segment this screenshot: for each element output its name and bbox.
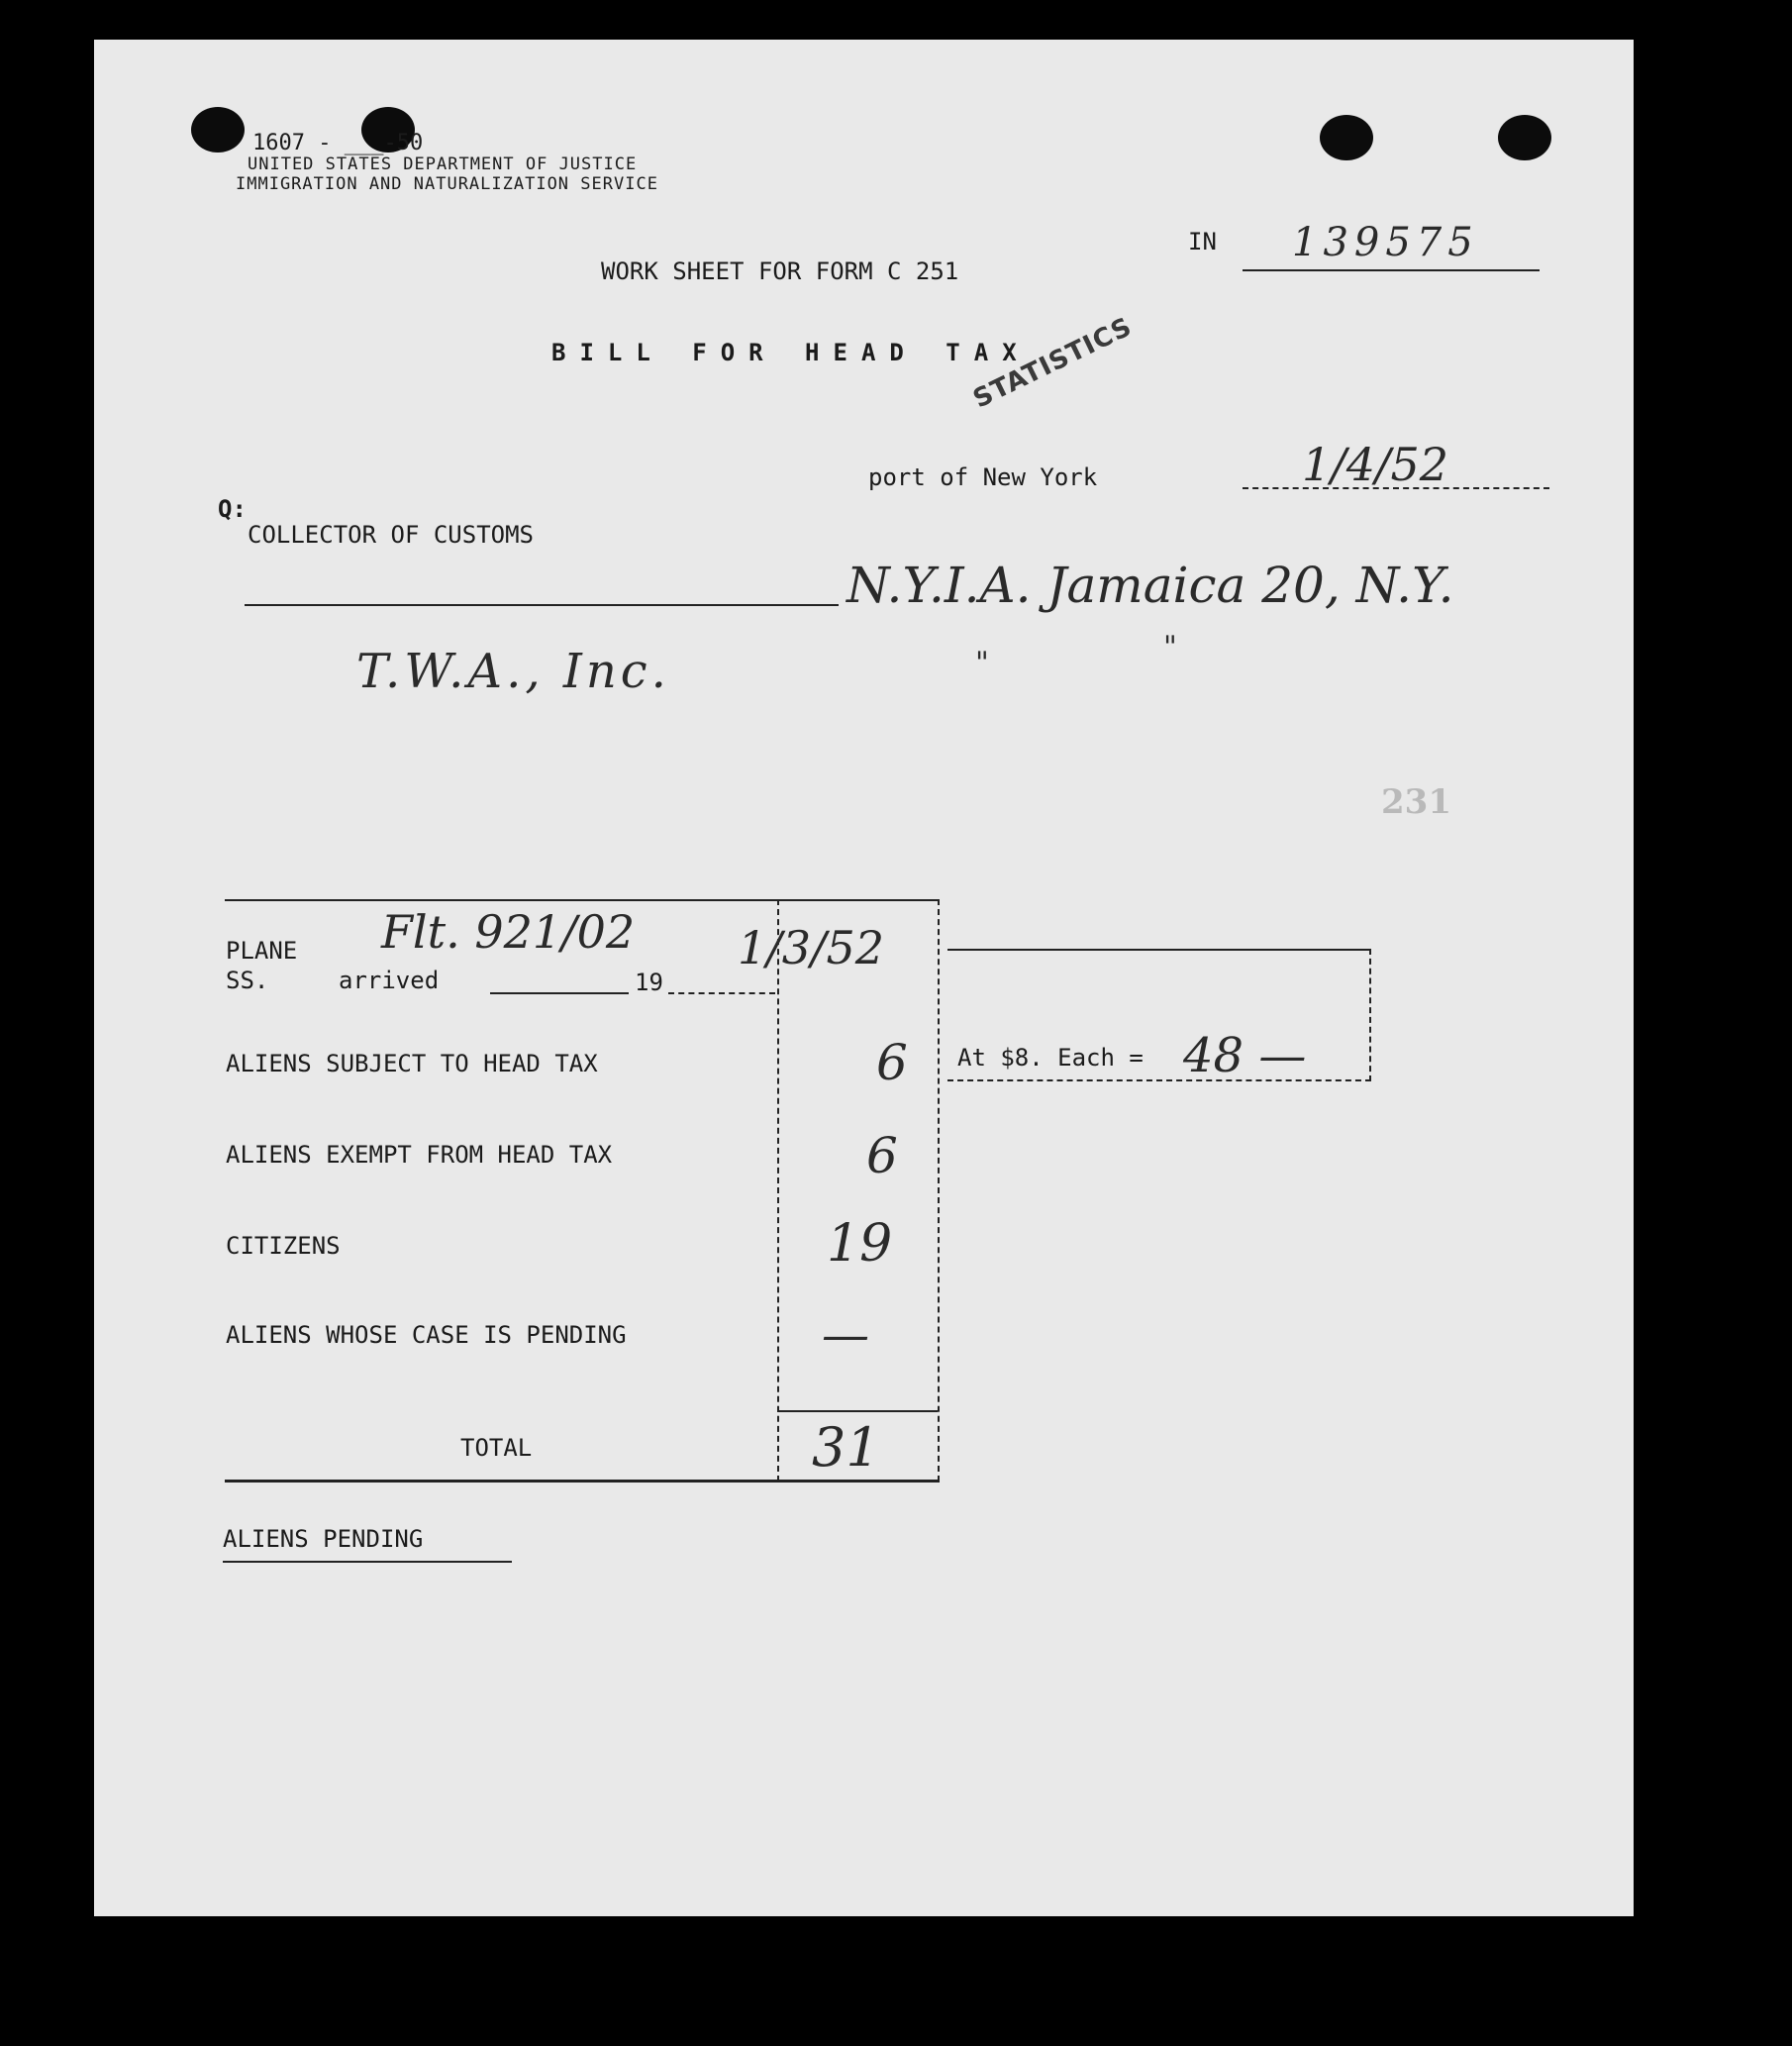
date-underline xyxy=(1243,487,1549,489)
ss-label: SS. xyxy=(226,967,269,994)
total-value: 31 xyxy=(812,1416,880,1479)
address-line xyxy=(245,604,839,606)
agency-line-2: IMMIGRATION AND NATURALIZATION SERVICE xyxy=(236,174,658,194)
carrier-handwritten: T.W.A., Inc. xyxy=(356,644,670,699)
year-prefix: 19 xyxy=(635,969,663,996)
arrival-date-handwritten: 1/3/52 xyxy=(738,921,885,974)
ditto-mark: " xyxy=(975,646,989,680)
rate-box-bottom xyxy=(947,1079,1371,1081)
rate-amount: 48 — xyxy=(1183,1028,1307,1083)
punch-hole xyxy=(191,107,245,153)
port-label: port of New York xyxy=(868,463,1098,491)
row-label-citizens: CITIZENS xyxy=(226,1232,341,1260)
row-label-pending: ALIENS WHOSE CASE IS PENDING xyxy=(226,1321,627,1349)
to-label: Q: xyxy=(218,495,247,523)
flight-handwritten: Flt. 921/02 xyxy=(381,905,636,959)
rate-label: At $8. Each = xyxy=(957,1044,1144,1072)
ditto-mark: " xyxy=(1163,630,1177,665)
in-number-underline xyxy=(1243,269,1540,271)
collector-label: COLLECTOR OF CUSTOMS xyxy=(248,521,534,549)
total-label: TOTAL xyxy=(460,1434,533,1462)
form-subtitle: BILL FOR HEAD TAX xyxy=(551,339,1031,366)
punch-hole xyxy=(1498,115,1551,160)
arrived-date-line xyxy=(490,992,629,994)
table-top-border xyxy=(225,899,940,901)
row-value-citizens: 19 xyxy=(827,1214,893,1274)
file-number: 1607 - ___-50 xyxy=(252,131,424,155)
row-value-pending: — xyxy=(822,1307,869,1363)
rate-box-top xyxy=(947,949,1371,951)
table-bottom-border xyxy=(225,1480,940,1483)
rate-box-right xyxy=(1369,949,1371,1081)
table-divider xyxy=(777,899,779,1482)
total-divider xyxy=(777,1410,938,1412)
year-line xyxy=(668,992,775,994)
agency-line-1: UNITED STATES DEPARTMENT OF JUSTICE xyxy=(248,154,638,174)
arrived-label: arrived xyxy=(339,967,440,994)
table-right-border xyxy=(938,899,940,1482)
page-number: 231 xyxy=(1381,782,1451,822)
form-title: WORK SHEET FOR FORM C 251 xyxy=(601,257,959,285)
row-value-exempt: 6 xyxy=(866,1127,898,1184)
row-label-exempt: ALIENS EXEMPT FROM HEAD TAX xyxy=(226,1141,613,1169)
punch-hole xyxy=(1320,115,1373,160)
row-label-subject: ALIENS SUBJECT TO HEAD TAX xyxy=(226,1050,598,1077)
row-value-subject: 6 xyxy=(876,1034,908,1091)
in-label: IN xyxy=(1188,228,1217,256)
document-page xyxy=(94,40,1634,1916)
aliens-pending-underline xyxy=(223,1561,512,1563)
bill-date: 1/4/52 xyxy=(1302,438,1449,491)
plane-label: PLANE xyxy=(226,937,298,965)
address-handwritten: N.Y.I.A. Jamaica 20, N.Y. xyxy=(846,557,1454,614)
aliens-pending-label: ALIENS PENDING xyxy=(223,1525,424,1553)
statistics-stamp: STATISTICS xyxy=(968,312,1138,415)
in-number: 139575 xyxy=(1292,220,1479,265)
